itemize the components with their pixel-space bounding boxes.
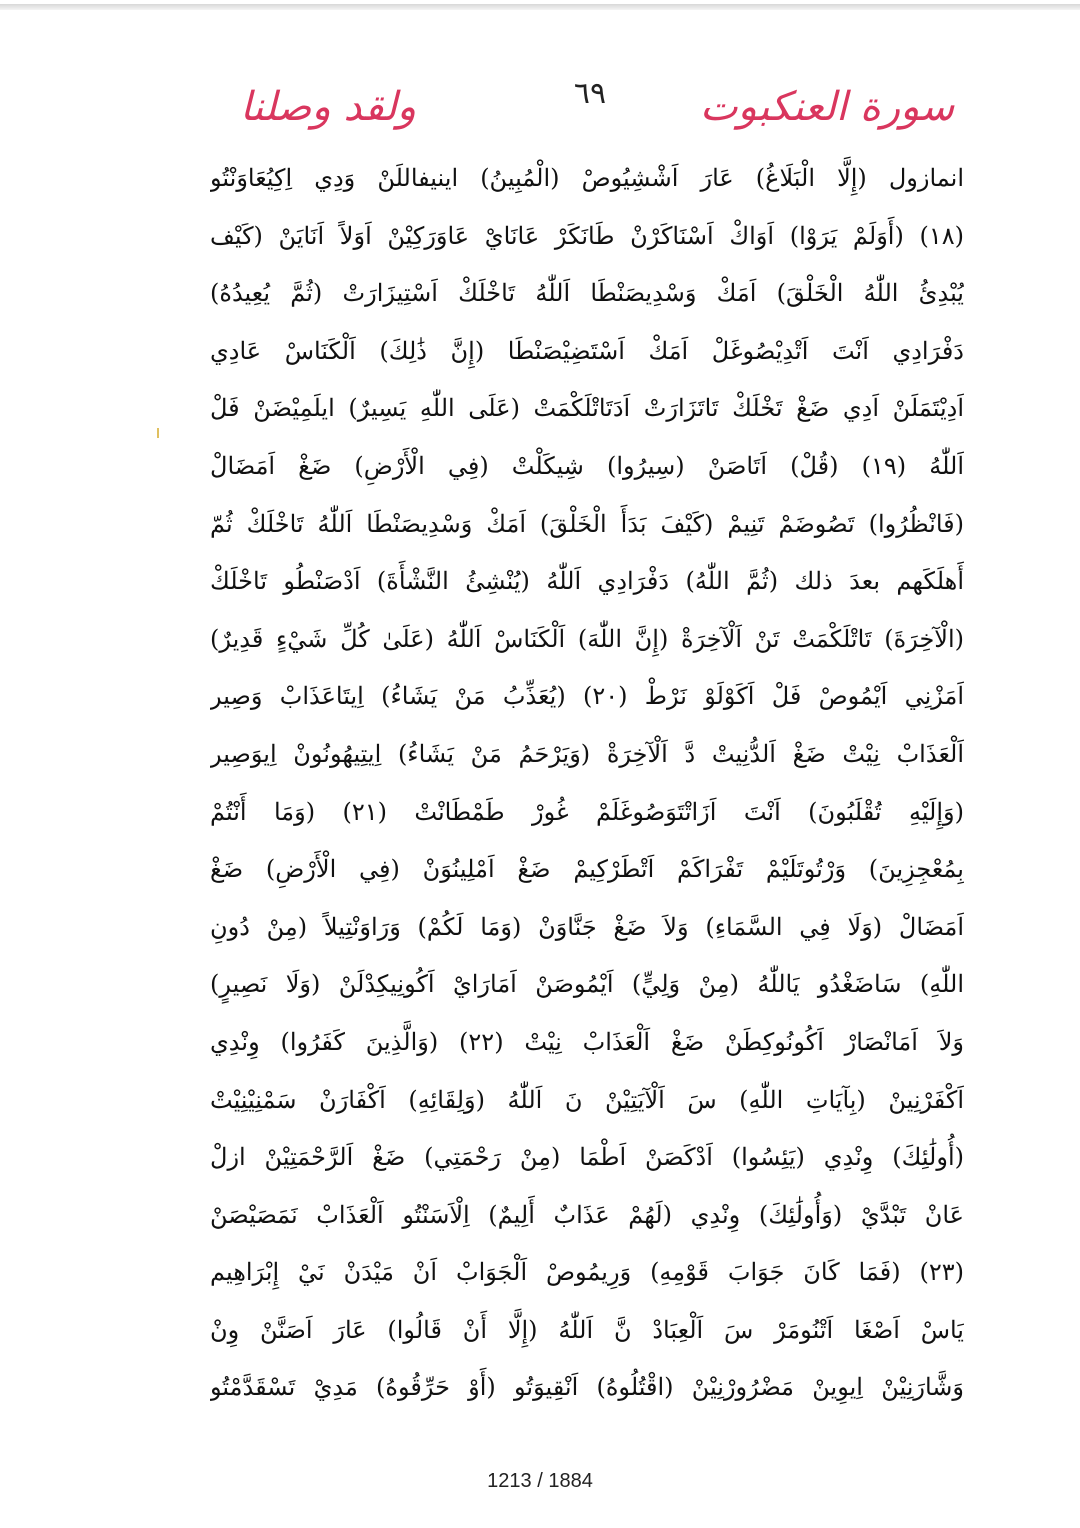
text-line: عَانْ تَبْدَّيْ (وَأُولَٰئِكَ) وِنْدِي (لَهُمْ عَذَابٌ أَلِيمٌ) اِلْاَسَنْتُو اَلْعَذَابْ نَمَصَيْصَنْ [210,1200,964,1229]
text-line: اَكْفَرْنِينْ (بِآيَاتِ اللّٰهِ) سَ اَلْآيَتِيْنْ نَ اَللّٰهُ (وَلِقَائِهِ) اَكْفَارَنْ سَمْنِيْنِيْتْ [210,1085,964,1114]
catchword: ولقد وصلنا [240,84,417,130]
text-line: اَللّٰهُ (١٩) (قُلْ) اَتَاصَنْ (سِيرُوا) شِيكَلْتْ (فِي الْأَرْضِ) ضَغْ اَمَضَالْ [210,451,964,480]
body-text [210,150,964,1417]
text-line: وَلاَ اَمَانْصَارْ اَكُونُوكِطَنْ ضَغْ اَلْعَذَابْ نِيْتْ (٢٢) (وَالَّذِينَ كَفَرُوا) وِنْدِي [210,1027,964,1056]
text-line: اَمَزْنِي اَيْمُوصْ فَلْ اَكَوْلَوْ نَرْطْ (٢٠) (يُعَذِّبُ مَنْ يَشَاءُ) اِيتَاعَذَابْ وَصِير [210,682,964,711]
page-number: ٦٩ [573,76,607,111]
text-line: اَلْعَذَابْ نِيْتْ ضَغْ اَلدُّنِيتْ دَّ اَلْآخِرَةْ (وَيَرْحَمُ مَنْ يَشَاءُ) اِيتِيهُونُونْ اِيوَصِير [210,739,964,768]
margin-mark [157,428,159,438]
text-line: (١٨) (أَوَلَمْ يَرَوْا) اَوَاكْ اَسْنَاكَرْنْ طَانَكَرْ عَانَايْ عَاوَرَكِيْنْ اَوَلاً اَنَايَنْ (كَيْف [210,221,964,250]
text-line: انمازول (إِلَّا الْبَلَاغُ) عَارَ اَشْشِيُوصْ (الْمُبِينُ) اينيفاللَنْ وَدِي اِكِيُعَاوَنْتُو [210,164,964,192]
text-line: اَدِيْتَمَلَنْ اَدِي ضَغْ تَخْلَكْ تَاتَزَارَتْ اَدَتَاتْلَكْمَتْ (عَلَى اللّٰهِ يَسِيرٌ) ايلَمِيْضَنْ فَلْ [210,394,964,423]
text-line: اللّٰهِ) سَاضَغْدُو يَاللّٰهُ (مِنْ وَلِيٍّ) اَيْمُوصَنْ اَمَارَايْ اَكُونِيكِدْلَنْ (وَلَا نَصِيرٍ) [210,970,964,999]
text-line: (أُولَٰئِكَ) وِنْدِي (يَئِسُوا) اَدْكَصَنْ اَطْمَا (مِنْ رَحْمَتِي) ضَغْ اَلرَّحْمَتِيْنْ ازلْ [210,1143,964,1172]
text-line: وَشَّارَنِيْنْ اِيوِينْ مَضْرُورْنِيْنْ (اقْتُلُوهُ) اَنْقِيوَتُو (أَوْ حَرِّقُوهُ) مَدِيْ تَسْقَدَّمْتُو [210,1373,964,1402]
text-line: دَفْرَادِي اَنْتَ اَتْدِيْصُوغَلْ اَمَكْ اَسْتَضِيْصَنْطَا (إِنَّ ذَٰلِكَ) اَلْكَنَاسْ عَادِي [210,336,964,365]
text-line: اَمَضَالْ (وَلَا فِي السَّمَاءِ) وَلاَ ضَغْ جَنَّاوَنْ (وَمَا لَكُمْ) وَرَاوَنْتِيلاً (مِنْ دُونِ [210,912,964,941]
text-line: (فَانْظُرُوا) تَصُوضَمْ تَنِيمْ (كَيْفَ بَدَأَ الْخَلْقَ) اَمَكْ وَسْدِيصَنْطَا اَللّٰهُ تَاخْلَكْ ثُمّ [210,509,964,538]
page-counter: 1213 / 1884 [487,1470,593,1492]
text-line: بِمُعْجِزِينَ) وَرْتُوتَلَيْمْ تَفْرَاكَمْ اَتْطَرْكِيمْ ضَغْ اَمْلِينُوَنْ (فِي الْأَرْضِ) ضَغْ [210,855,964,884]
surah-title: سورة العنكبوت [700,84,955,130]
text-line: (وَإِلَيْهِ تُقْلَبُونَ) اَنْتَ اَزَاتْتَوَصُوغَلَمْ غُورْ طَمْطَانْتْ (٢١) (وَمَا أَنْتُمْ [210,797,964,826]
text-line: أَهلَكَهم بعدَ ذلك (ثُمَّ اللّٰهُ) دَفْرَادِي اَللّٰهُ (يُنْشِئُ النَّشْأَةَ) اَدْصَنْطُو تَاخْلَكْ [210,567,964,596]
text-line: يَاسْ اَصْغَا اَتْنُومَرْ سَ اَلْعِبَادْ نَّ اَللّٰهُ (إِلَّا أَنْ قَالُوا) عَارَ اَصَنَّنْ وِنْ [210,1315,964,1344]
text-line: يُبْدِئُ اللّٰهُ الْخَلْقَ) اَمَكْ وَسْدِيصَنْطَا اَللّٰهُ تَاخْلَكْ اَسْتِيزَارَتْ (ثُمَّ يُعِيدُهُ) [210,279,964,308]
text-line: (٢٣) (فَمَا كَانَ جَوَابَ قَوْمِهِ) وَرِيمُوصْ اَلْجَوَابْ اَنْ مَيْدَنْ نَيْ إِبْرَاهِيم [210,1258,964,1287]
text-line: (الْآخِرَةَ) تَاتْلَكْمَتْ تَنْ اَلْآخِرَةْ (إِنَّ اللّٰهَ) اَلْكَنَاسْ اَللّٰهُ (عَلَىٰ كُلِّ شَيْءٍ قَدِيرٌ) [210,624,964,653]
